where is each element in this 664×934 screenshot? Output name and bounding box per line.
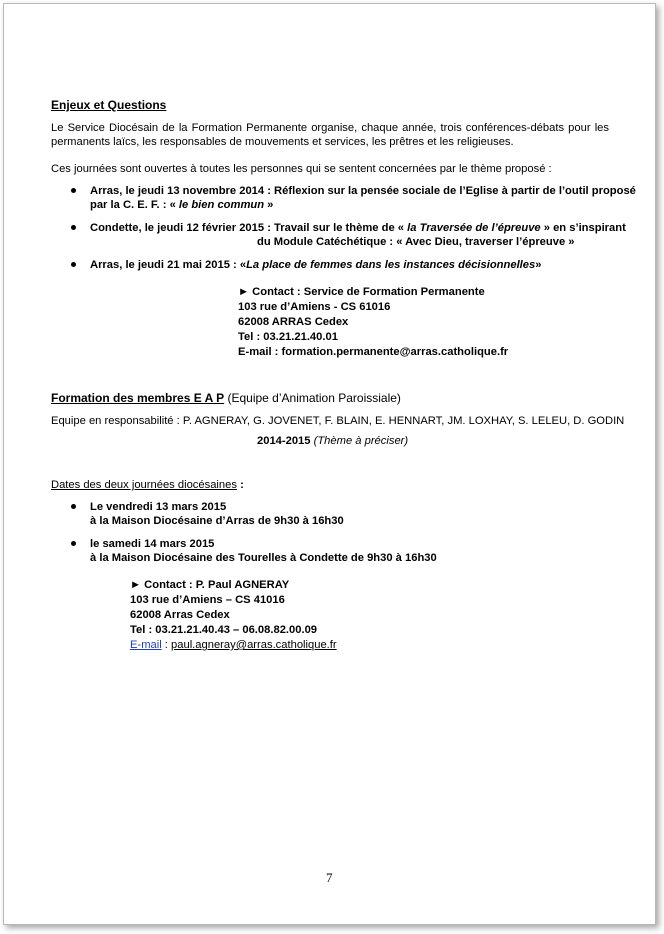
contact-2-phone: Tel : 03.21.21.40.43 – 06.08.82.00.09 <box>130 624 318 636</box>
page-number: 7 <box>326 870 333 885</box>
date-2-place: à la Maison Diocésaine des Tourelles à Condette de 9h30 à 16h30 <box>90 552 437 564</box>
contact-1-phone: Tel : 03.21.21.40.01 <box>238 331 338 343</box>
conference-item-2-suffix: » en s’inspirant <box>540 222 626 234</box>
conference-item-1-suffix: » <box>264 199 274 211</box>
dates-heading-colon: : <box>236 479 244 491</box>
contact-2-city: 62008 Arras Cedex <box>130 609 230 621</box>
conference-item-2-prefix: Condette, le jeudi 12 février 2015 : Travail sur le thème de « <box>90 222 408 234</box>
conference-item-2-theme: la Traversée de l’épreuve <box>407 222 541 234</box>
conference-item-2-line-2: du Module Catéchétique : « Avec Dieu, traverser l’épreuve » <box>257 236 575 248</box>
bullet-icon <box>71 225 76 230</box>
conference-item-1-line-1: Arras, le jeudi 13 novembre 2014 : Réflexion sur la pensée sociale de l’Eglise à partir de l’outil proposé <box>90 185 636 197</box>
contact-2-email-line <box>130 638 337 652</box>
year-theme-line <box>257 434 408 448</box>
bullet-icon <box>71 262 76 267</box>
conference-item-3-suffix: » <box>535 259 542 271</box>
section-heading-eap-bold: Formation des membres E A P <box>51 391 225 405</box>
contact-1-email: E-mail : formation.permanente@arras.catholique.fr <box>238 346 509 358</box>
contact-1-title: ► Contact : Service de Formation Permanente <box>238 286 485 298</box>
section-heading-enjeux: Enjeux et Questions <box>51 98 167 112</box>
contact-2-address: 103 rue d’Amiens – CS 41016 <box>130 594 285 606</box>
conference-item-2-line-1 <box>90 221 626 235</box>
document-page <box>3 3 656 925</box>
date-2-day: le samedi 14 mars 2015 <box>90 538 215 550</box>
conference-item-1-prefix: par la C. E. F. : « <box>90 199 179 211</box>
conference-item-1-line-2 <box>90 198 273 212</box>
theme-to-specify: (Thème à préciser) <box>310 435 409 447</box>
team-line: Equipe en responsabilité : P. AGNERAY, G. JOVENET, F. BLAIN, E. HENNART, JM. LOXHAY, S. LELEU, D. GODIN <box>51 415 625 427</box>
section-heading-eap <box>51 391 401 405</box>
bullet-icon <box>71 541 76 546</box>
dates-heading-label: Dates des deux journées diocésaines <box>51 479 237 491</box>
contact-1-address: 103 rue d’Amiens - CS 61016 <box>238 301 391 313</box>
conference-item-3-line-1 <box>90 258 541 272</box>
email-separator: : <box>161 639 172 651</box>
conference-item-3-theme: La place de femmes dans les instances décisionnelles <box>246 259 536 271</box>
intro-paragraph-line-1: Le Service Diocésain de la Formation Permanente organise, chaque année, trois conférences-débats pour les <box>51 122 609 134</box>
conference-item-3-prefix: Arras, le jeudi 21 mai 2015 : « <box>90 259 247 271</box>
dates-heading <box>51 478 244 492</box>
conference-item-1-theme: le bien commun <box>178 199 265 211</box>
contact-1-city: 62008 ARRAS Cedex <box>238 316 349 328</box>
date-1-place: à la Maison Diocésaine d’Arras de 9h30 à 16h30 <box>90 515 344 527</box>
year-label: 2014-2015 <box>257 435 311 447</box>
bullet-icon <box>71 504 76 509</box>
open-to-all-line: Ces journées sont ouvertes à toutes les personnes qui se sentent concernées par le thème proposé : <box>51 163 552 175</box>
intro-paragraph-line-2: permanents laïcs, les responsables de mouvements et services, les prêtres et les religieuses. <box>51 136 514 148</box>
section-heading-eap-rest: (Equipe d’Animation Paroissiale) <box>224 391 401 405</box>
email-label-link[interactable]: E-mail <box>130 639 162 651</box>
bullet-icon <box>71 188 76 193</box>
email-address-link[interactable]: paul.agneray@arras.catholique.fr <box>171 639 337 651</box>
date-1-day: Le vendredi 13 mars 2015 <box>90 501 227 513</box>
contact-2-title: ► Contact : P. Paul AGNERAY <box>130 579 290 591</box>
